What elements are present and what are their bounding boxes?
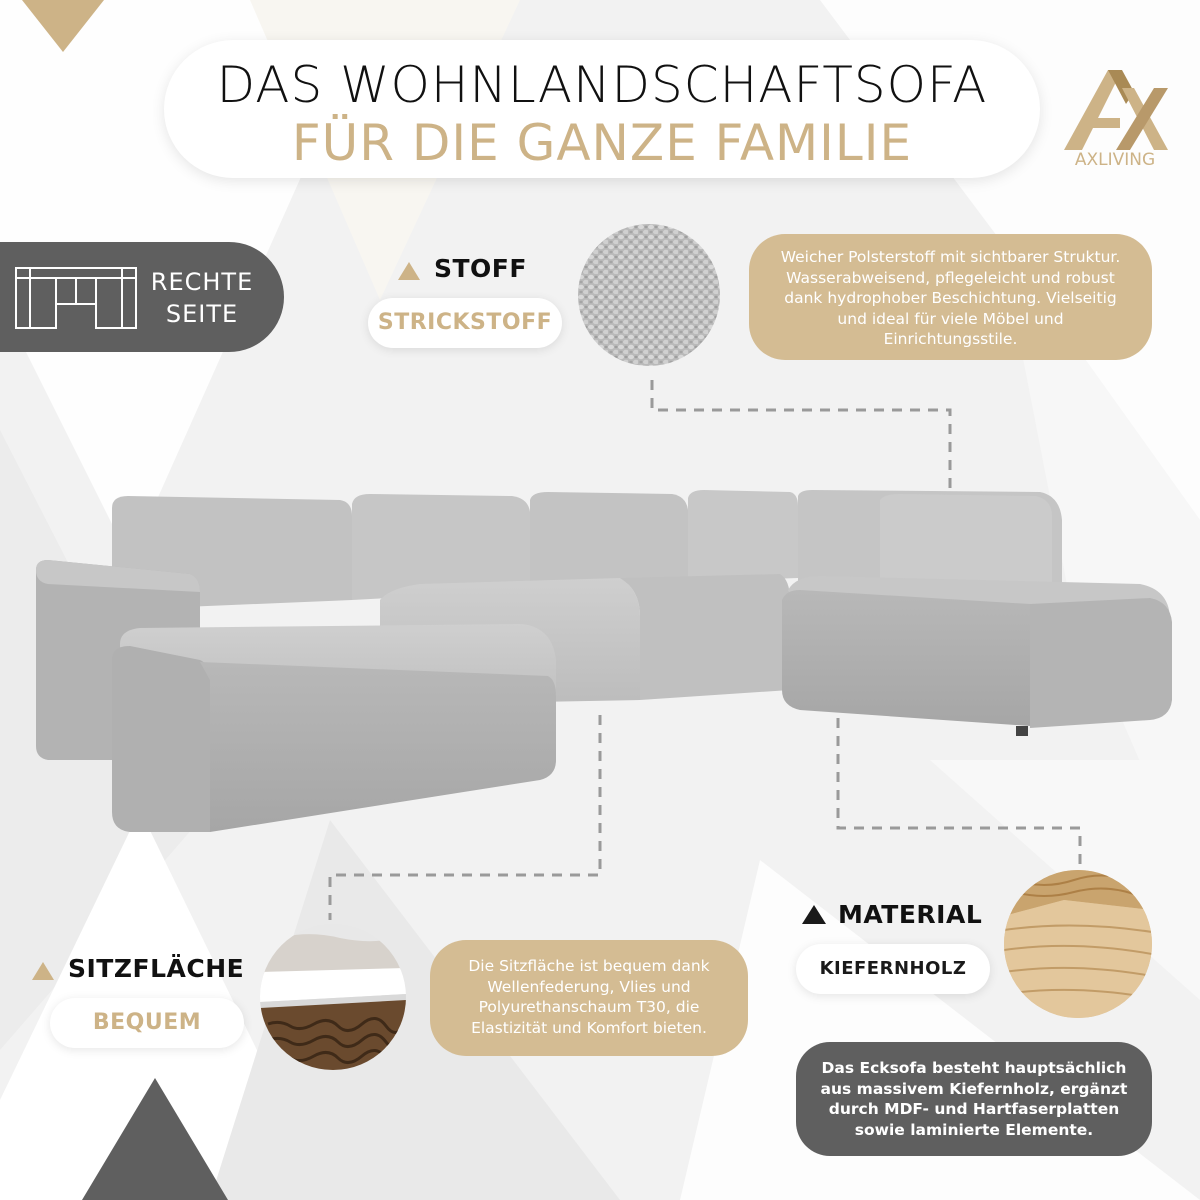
orientation-line1: RECHTE (150, 268, 254, 296)
stoff-description: Weicher Polsterstoff mit sichtbarer Struktur. Wasserabweisend, pflegeleicht und robust dank hydrophober Beschichtung. Vielseitig und ideal für viele Möbel und Einrichtungsstile. (749, 234, 1152, 360)
material-value-pill: KIEFERNHOLZ (796, 944, 990, 994)
seat-layers-icon (260, 924, 406, 1070)
pine-wood-block-icon (1004, 870, 1152, 1018)
stoff-value-pill: STRICKSTOFF (368, 298, 562, 348)
sitzflaeche-triangle-icon (32, 962, 54, 980)
stoff-heading: STOFF (434, 254, 527, 283)
brand-name: AXLIVING (1074, 150, 1156, 170)
sitzflaeche-value-pill: BEQUEM (50, 998, 244, 1048)
material-triangle-icon (802, 905, 826, 924)
sitzflaeche-description: Die Sitzfläche ist bequem dank Wellenfederung, Vlies und Polyurethanschaum T30, die Elastizität und Komfort bieten. (430, 940, 748, 1056)
sitzflaeche-heading: SITZFLÄCHE (68, 954, 245, 983)
orientation-line2: SEITE (165, 300, 239, 328)
material-description: Das Ecksofa besteht hauptsächlich aus massivem Kiefernholz, ergänzt durch MDF- und Hartfaserplatten sowie laminierte Elemente. (796, 1042, 1152, 1156)
page-title: DAS WOHNLANDSCHAFTSOFA (216, 56, 988, 114)
page-subtitle: FÜR DIE GANZE FAMILIE (291, 114, 913, 172)
material-heading: MATERIAL (838, 900, 983, 929)
